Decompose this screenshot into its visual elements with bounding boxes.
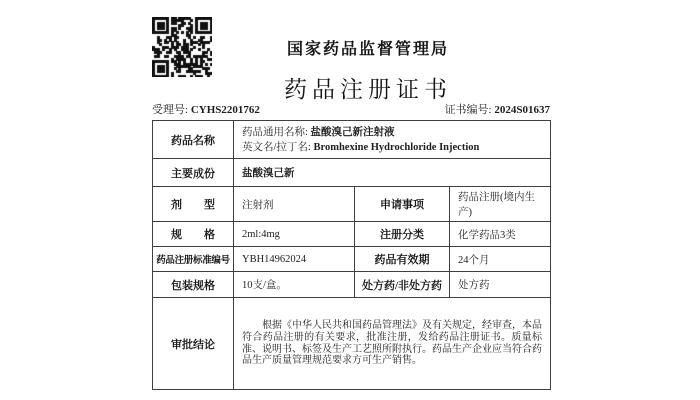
approval-cell [234, 298, 551, 390]
certificate-number-value: 2024S01637 [494, 104, 550, 116]
registration-class-label: 注册分类 [355, 222, 450, 247]
row-spec-class [153, 222, 551, 247]
application-item-value: 药品注册(境内生产) [450, 187, 551, 222]
standard-number-value: YBH14962024 [234, 247, 355, 272]
package-spec-label: 包装规格 [153, 272, 234, 298]
certificate-title: 药品注册证书 [284, 77, 452, 102]
main-ingredient-label: 主要成份 [153, 159, 234, 187]
specification-value: 2ml:4mg [234, 222, 355, 247]
application-item-label: 申请事项 [355, 187, 450, 222]
agency-title: 国家药品监督管理局 [286, 41, 449, 58]
validity-value: 24个月 [450, 247, 551, 272]
acceptance-number-label: 受理号: [152, 104, 191, 116]
drug-english-name-value: Bromhexine Hydrochloride Injection [313, 141, 480, 153]
row-standard-validity [153, 247, 551, 272]
drug-name-cell [234, 121, 551, 159]
row-drug-name [153, 121, 551, 159]
package-spec-value: 10支/盒。 [234, 272, 355, 298]
rx-otc-value: 处方药 [450, 272, 551, 298]
dosage-form-value: 注射剂 [234, 187, 355, 222]
row-approval [153, 298, 551, 390]
meta-row [152, 101, 550, 117]
registration-class-value: 化学药品3类 [450, 222, 551, 247]
standard-number-label: 药品注册标准编号 [153, 247, 234, 272]
specification-label: 规 格 [153, 222, 234, 247]
certificate-header [153, 0, 583, 104]
drug-english-name-line [242, 140, 542, 155]
drug-generic-name-line [242, 125, 542, 140]
approval-text: 根据《中华人民共和国药品管理法》及有关规定，经审查，本品符合药品注册的有关要求，批准注册，发给药品注册证书。质量标准、说明书、标签及生产工艺照所附执行。药品生产企业应当符合药品生产质量管理规范要求方可生产销售。 [242, 319, 543, 367]
dosage-form-label: 剂 型 [153, 187, 234, 222]
validity-label: 药品有效期 [355, 247, 450, 272]
row-main-ingredient [153, 159, 551, 187]
certificate-number [445, 101, 550, 117]
drug-generic-name-key: 药品通用名称: [242, 126, 311, 138]
row-package-rx [153, 272, 551, 298]
certificate-number-label: 证书编号: [444, 104, 495, 116]
drug-generic-name-value: 盐酸溴己新注射液 [310, 126, 395, 138]
main-ingredient-value: 盐酸溴己新 [234, 159, 551, 187]
approval-label: 审批结论 [153, 298, 234, 390]
row-dosage-application [153, 187, 551, 222]
acceptance-number-value: CYHS2201762 [190, 104, 260, 116]
acceptance-number [152, 101, 260, 117]
drug-name-label: 药品名称 [153, 121, 234, 159]
drug-english-name-key: 英文名/拉丁名: [242, 141, 314, 153]
rx-otc-label: 处方药/非处方药 [355, 272, 450, 298]
certificate-table [152, 120, 551, 390]
